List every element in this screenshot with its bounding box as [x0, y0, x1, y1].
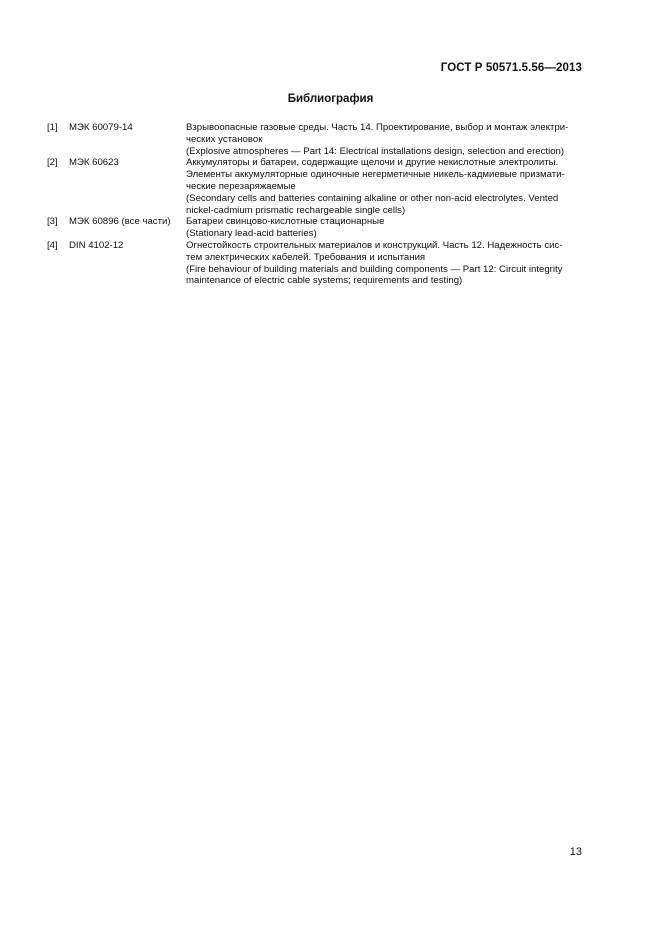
- bibliography-list: [47, 122, 582, 287]
- description-line: Батареи свинцово-кислотные стационарные: [186, 216, 385, 228]
- entry-reference: DIN 4102-12: [69, 239, 124, 251]
- description-line: (Fire behaviour of building materials and building components — Part 12: Circuit integrity: [186, 263, 563, 275]
- entry-description: [186, 216, 581, 240]
- description-line: nickel-cadmium prismatic rechargeable single cells): [186, 204, 406, 216]
- bibliography-entry: [47, 157, 582, 216]
- entry-description: [186, 157, 581, 216]
- entry-number: [1]: [47, 122, 58, 133]
- entry-description: [186, 240, 581, 287]
- description-line: (Explosive atmospheres — Part 14: Electrical installations design, selection and erection): [186, 145, 565, 157]
- page-title: Библиография: [287, 93, 374, 105]
- bibliography-entry: [47, 122, 582, 157]
- bibliography-entry: [47, 240, 582, 287]
- entry-reference: МЭК 60896 (все части): [69, 216, 171, 228]
- entry-reference: МЭК 60079-14: [69, 122, 133, 133]
- entry-number: [3]: [47, 216, 58, 228]
- description-line: (Stationary lead-acid batteries): [186, 228, 317, 240]
- document-code: ГОСТ Р 50571.5.56—2013: [440, 62, 582, 74]
- entry-description: [186, 122, 581, 157]
- entry-number: [2]: [47, 157, 58, 169]
- bibliography-entry: [47, 216, 582, 240]
- description-line: Взрывоопасные газовые среды. Часть 14. Проектирование, выбор и монтаж электри-: [186, 122, 569, 133]
- description-line: Огнестойкость строительных материалов и конструкций. Часть 12. Надежность сис-: [186, 239, 563, 251]
- description-line: ческие перезаряжаемые: [186, 180, 296, 192]
- description-line: Элементы аккумуляторные одиночные негерметичные никель-кадмиевые призмати-: [186, 169, 565, 181]
- entry-reference: МЭК 60623: [69, 157, 119, 169]
- description-line: тем электрических кабелей. Требования и испытания: [186, 251, 426, 263]
- entry-number: [4]: [47, 239, 58, 251]
- description-line: ческих установок: [186, 133, 263, 145]
- description-line: Аккумуляторы и батареи, содержащие щелочи и другие некислотные электролиты.: [186, 157, 559, 169]
- description-line: maintenance of electric cable systems; requirements and testing): [186, 275, 463, 287]
- description-line: (Secondary cells and batteries containing alkaline or other non-acid electrolytes. Vented: [186, 192, 559, 204]
- page-number: 13: [569, 846, 582, 858]
